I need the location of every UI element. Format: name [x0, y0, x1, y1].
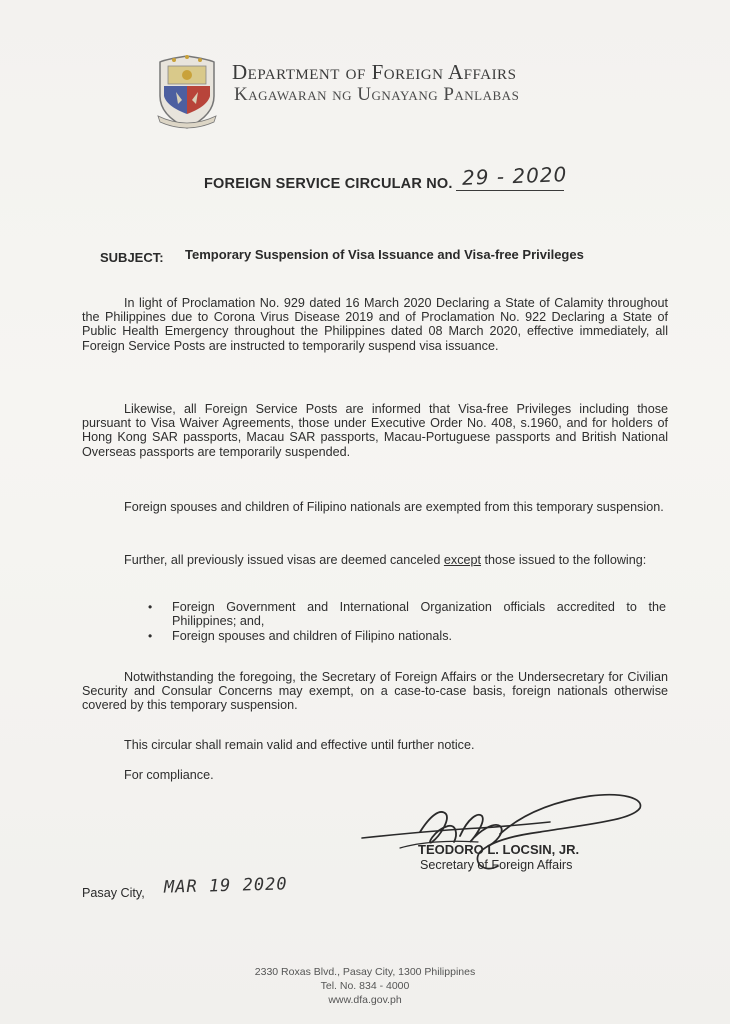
circular-title: FOREIGN SERVICE CIRCULAR NO.	[204, 176, 453, 192]
footer-address: 2330 Roxas Blvd., Pasay City, 1300 Philippines	[254, 966, 476, 978]
place-label: Pasay City,	[82, 886, 145, 900]
paragraph-1: In light of Proclamation No. 929 dated 16 March 2020 Declaring a State of Calamity throughout the Philippines due to Corona Virus Disease 2019 and of Proclamation No. 922 Declaring a State of Public Health Emergency throughout the Philippines dated 08 March 2020, effective immediately, all Foreign Service Posts are instructed to temporarily suspend visa issuance.	[82, 296, 668, 353]
list-item: • Foreign Government and International Organization officials accredited to the Philippines; and,	[148, 600, 666, 629]
dfa-seal-icon	[154, 52, 220, 130]
bullet-list	[146, 600, 666, 644]
circular-number-line	[456, 162, 568, 191]
paragraph-6: This circular shall remain valid and effective until further notice.	[124, 738, 475, 752]
list-item: • Foreign spouses and children of Filipino nationals.	[148, 629, 453, 644]
footer-phone: Tel. No. 834 - 4000	[320, 980, 410, 992]
footer-website: www.dfa.gov.ph	[328, 994, 402, 1006]
paragraph-4: Further, all previously issued visas are deemed canceled except those issued to the following:	[124, 553, 647, 567]
department-name-local: Kagawaran ng Ugnayang Panlabas	[234, 84, 520, 105]
handwritten-date: MAR 19 2020	[163, 874, 288, 898]
department-name: Department of Foreign Affairs	[232, 60, 517, 84]
paragraph-5: Notwithstanding the foregoing, the Secretary of Foreign Affairs or the Undersecretary for Civilian Security and Consular Concerns may exempt, on a case-to-case basis, foreign nationals otherwise covered by this temporary suspension.	[82, 670, 668, 713]
emphasis-except: except	[443, 553, 482, 567]
signatory-title: Secretary of Foreign Affairs	[420, 858, 573, 872]
signatory-name: TEODORO L. LOCSIN, JR.	[418, 842, 580, 857]
subject-text: Temporary Suspension of Visa Issuance and Visa-free Privileges	[185, 247, 584, 262]
paragraph-7: For compliance.	[124, 768, 214, 782]
subject-label: SUBJECT:	[100, 250, 164, 265]
paragraph-3: Foreign spouses and children of Filipino nationals are exempted from this temporary suspension.	[124, 500, 664, 514]
paragraph-2: Likewise, all Foreign Service Posts are informed that Visa-free Privileges including those pursuant to Visa Waiver Agreements, those under Executive Order No. 408, s.1960, and for holders of Hong Kong SAR passports, Macau SAR passports, Macau-Portuguese passports and British National Overseas passports are temporarily suspended.	[82, 402, 668, 459]
circular-number: 29 - 2020	[461, 162, 568, 190]
